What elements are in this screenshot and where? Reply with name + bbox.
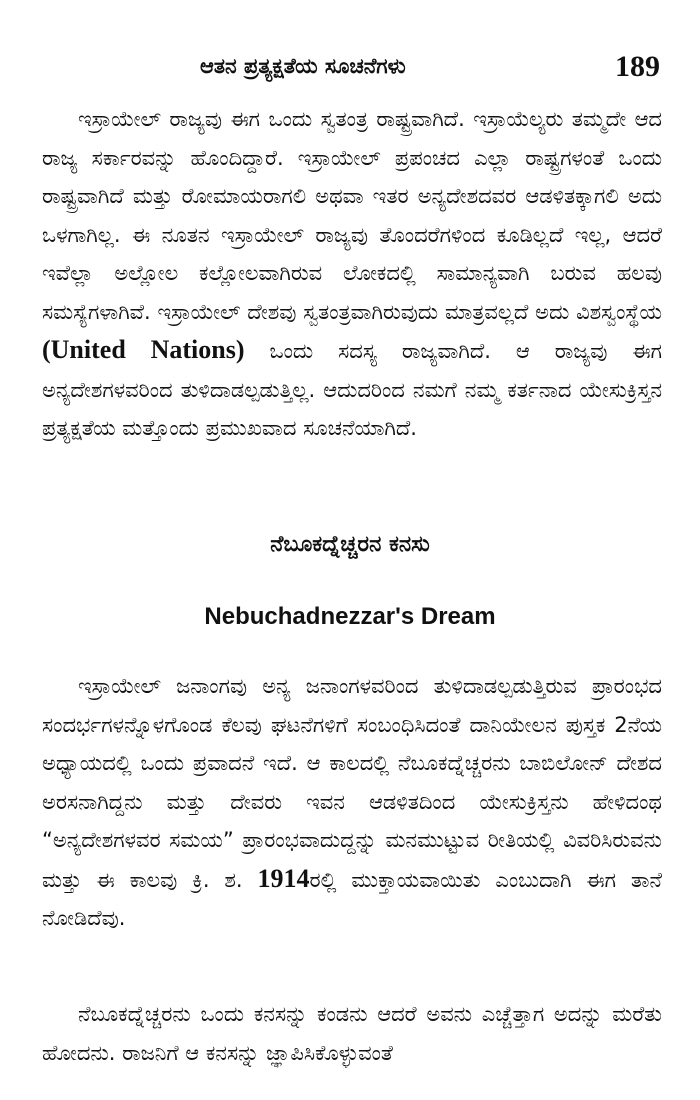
year-1914: 1914: [257, 863, 310, 893]
paragraph-israel-nation: [42, 100, 662, 448]
paragraph-dream-forgotten: [42, 995, 662, 1072]
running-head-title: ಆತನ ಪ್ರತ್ಯಕ್ಷತೆಯ ಸೂಚನೆಗಳು: [200, 54, 406, 78]
page-number: 189: [615, 50, 660, 83]
paragraph-text: ಒಂದು ಸದಸ್ಯ ರಾಜ್ಯವಾಗಿದೆ. ಆ ರಾಜ್ಯವು ಈಗ ಅನ್ಯದೇಶಗಳವರಿಂದ ತುಳಿದಾಡಲ್ಪಡುತ್ತಿಲ್ಲ. ಆದುದರಿಂದ ನಮಗೆ ನಮ್ಮ ಕರ್ತನಾದ ಯೇಸುಕ್ರಿಸ್ತನ ಪ್ರತ್ಯಕ್ಷತೆಯ ಮತ್ತೊಂದು ಪ್ರಮುಖವಾದ ಸೂಚನೆಯಾಗಿದೆ.: [42, 339, 662, 440]
section-heading-english: Nebuchadnezzar's Dream: [204, 603, 496, 630]
paragraph-text: ರಲ್ಲಿ ಮುಕ್ತಾಯವಾಯಿತು ಎಂಬುದಾಗಿ ಈಗ ತಾನೆ ನೋಡಿದೆವು.: [42, 867, 662, 930]
paragraph-text: ಇಸ್ರಾಯೇಲ್ ರಾಜ್ಯವು ಈಗ ಒಂದು ಸ್ವತಂತ್ರ ರಾಷ್ಟ್ರವಾಗಿದೆ. ಇಸ್ರಾಯೆಲ್ಯರು ತಮ್ಮದೇ ಆದ ರಾಜ್ಯ ಸರ್ಕಾರವನ್ನು ಹೊಂದಿದ್ದಾರೆ. ಇಸ್ರಾಯೇಲ್ ಪ್ರಪಂಚದ ಎಲ್ಲಾ ರಾಷ್ಟ್ರಗಳಂತೆ ಒಂದು ರಾಷ್ಟ್ರವಾಗಿದೆ ಮತ್ತು ರೋಮಾಯರಾಗಲಿ ಅಥವಾ ಇತರ ಅನ್ಯದೇಶದವರ ಆಡಳಿತಕ್ಕಾಗಲಿ ಅದು ಒಳಗಾಗಿಲ್ಲ. ಈ ನೂತನ ಇಸ್ರಾಯೇಲ್ ರಾಜ್ಯವು ತೊಂದರೆಗಳಿಂದ ಕೂಡಿಲ್ಲದೆ ಇಲ್ಲ, ಆದರೆ ಇವೆಲ್ಲಾ ಅಲ್ಲೋಲ ಕಲ್ಲೋಲವಾಗಿರುವ ಲೋಕದಲ್ಲಿ ಸಾಮಾನ್ಯವಾಗಿ ಬರುವ ಹಲವು ಸಮಸ್ಯೆಗಳಾಗಿವೆ. ಇಸ್ರಾಯೇಲ್ ದೇಶವು ಸ್ವತಂತ್ರವಾಗಿರುವುದು ಮಾತ್ರವಲ್ಲದೆ ಅದು ವಿಶಸ್ವಂಸ್ಥೆಯ: [42, 107, 662, 324]
running-header: [0, 50, 700, 90]
paragraph-daniel-prophecy: [42, 667, 662, 938]
section-heading-kannada: ನೆಬೂಕದ್ನೆಚ್ಚರನ ಕನಸು: [270, 532, 430, 557]
united-nations-term: (United Nations): [42, 335, 245, 364]
paragraph-text: ನೆಬೂಕದ್ನೆಚ್ಚರನು ಒಂದು ಕನಸನ್ನು ಕಂಡನು ಆದರೆ ಅವನು ಎಚ್ಚೆತ್ತಾಗ ಅದನ್ನು ಮರೆತು ಹೋದನು. ರಾಜನಿಗೆ ಆ ಕನಸನ್ನು ಜ್ಞಾಪಿಸಿಕೊಳ್ಳುವಂತೆ: [42, 1002, 662, 1065]
paragraph-text: ಇಸ್ರಾಯೇಲ್ ಜನಾಂಗವು ಅನ್ಯ ಜನಾಂಗಳವರಿಂದ ತುಳಿದಾಡಲ್ಪಡುತ್ತಿರುವ ಪ್ರಾರಂಭದ ಸಂದರ್ಭಗಳನ್ನೊಳಗೊಂಡ ಕೆಲವು ಘಟನೆಗಳಿಗೆ ಸಂಬಂಧಿಸಿದಂತೆ ದಾನಿಯೇಲನ ಪುಸ್ತಕ 2ನೆಯ ಅಧ್ಯಾಯದಲ್ಲಿ ಒಂದು ಪ್ರವಾದನೆ ಇದೆ. ಆ ಕಾಲದಲ್ಲಿ ನೆಬೂಕದ್ನೆಚ್ಚರನು ಬಾಬಿಲೋನ್ ದೇಶದ ಅರಸನಾಗಿದ್ದನು ಮತ್ತು ದೇವರು ಇವನ ಆಡಳಿತದಿಂದ ಯೇಸುಕ್ರಿಸ್ತನು ಹೇಳಿದಂಥ “ಅನ್ಯದೇಶಗಳವರ ಸಮಯ” ಪ್ರಾರಂಭವಾದುದ್ದನ್ನು ಮನಮುಟ್ಟುವ ರೀತಿಯಲ್ಲಿ ವಿವರಿಸಿರುವನು ಮತ್ತು ಈ ಕಾಲವು ಕ್ರಿ. ಶ.: [42, 674, 662, 892]
